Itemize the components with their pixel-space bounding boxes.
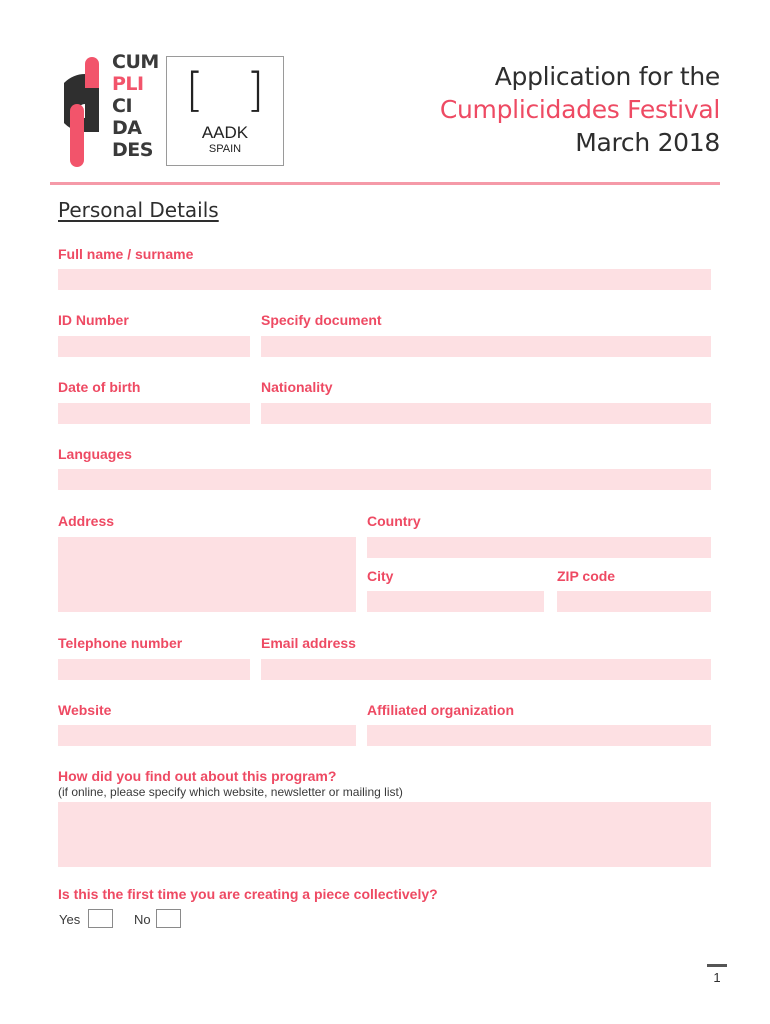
affiliated-organization-input[interactable] — [367, 725, 711, 746]
aadk-country: SPAIN — [208, 143, 242, 155]
logo-text-des: DES — [112, 139, 153, 161]
logo-text-da: DA — [112, 117, 142, 139]
how-found-question: How did you find out about this program? — [58, 768, 337, 784]
aadk-spain-logo — [166, 56, 284, 166]
logo-text-pli: PLI — [112, 73, 144, 95]
logo-word-line — [112, 52, 159, 73]
no-checkbox[interactable] — [156, 909, 181, 928]
city-input[interactable] — [367, 591, 544, 612]
logo-text-cum: CUM — [112, 51, 159, 73]
email-input[interactable] — [261, 659, 711, 680]
full-name-label: Full name / surname — [58, 246, 194, 262]
title-line-3: March 2018 — [575, 128, 720, 157]
website-input[interactable] — [58, 725, 356, 746]
telephone-label: Telephone number — [58, 635, 183, 651]
page-number: 1 — [713, 970, 721, 985]
aadk-name: AADK — [201, 123, 249, 142]
address-input[interactable] — [58, 537, 356, 612]
website-label: Website — [58, 702, 112, 718]
address-label: Address — [58, 513, 115, 529]
specify-document-input[interactable] — [261, 336, 711, 357]
nationality-input[interactable] — [261, 403, 711, 424]
title-line-2: Cumplicidades Festival — [439, 95, 720, 124]
city-label: City — [367, 568, 394, 584]
email-label: Email address — [261, 635, 356, 651]
yes-checkbox[interactable] — [88, 909, 113, 928]
section-title: Personal Details — [58, 198, 219, 222]
page-number-rule — [707, 964, 727, 967]
how-found-hint: (if online, please specify which website, newsletter or mailing list) — [58, 785, 403, 799]
id-number-label: ID Number — [58, 312, 129, 328]
country-input[interactable] — [367, 537, 711, 558]
no-label: No — [134, 912, 151, 927]
full-name-input[interactable] — [58, 269, 711, 290]
date-of-birth-input[interactable] — [58, 403, 250, 424]
date-of-birth-label: Date of birth — [58, 379, 141, 395]
zip-code-input[interactable] — [557, 591, 711, 612]
how-found-input[interactable] — [58, 802, 711, 867]
nationality-label: Nationality — [261, 379, 333, 395]
specify-document-label: Specify document — [261, 312, 382, 328]
festival-logo — [64, 51, 159, 170]
languages-label: Languages — [58, 446, 132, 462]
yes-label: Yes — [59, 912, 81, 927]
p-d-logo-icon — [64, 54, 104, 170]
telephone-input[interactable] — [58, 659, 250, 680]
header-divider — [50, 182, 720, 185]
country-label: Country — [367, 513, 421, 529]
logo-text-ci: CI — [112, 95, 133, 117]
affiliated-organization-label: Affiliated organization — [367, 702, 514, 718]
id-number-input[interactable] — [58, 336, 250, 357]
zip-code-label: ZIP code — [557, 568, 616, 584]
first-time-question: Is this the first time you are creating a piece collectively? — [58, 886, 438, 902]
title-line-1: Application for the — [494, 62, 720, 91]
aadk-bracket-icon: [ ] — [185, 63, 279, 117]
languages-input[interactable] — [58, 469, 711, 490]
